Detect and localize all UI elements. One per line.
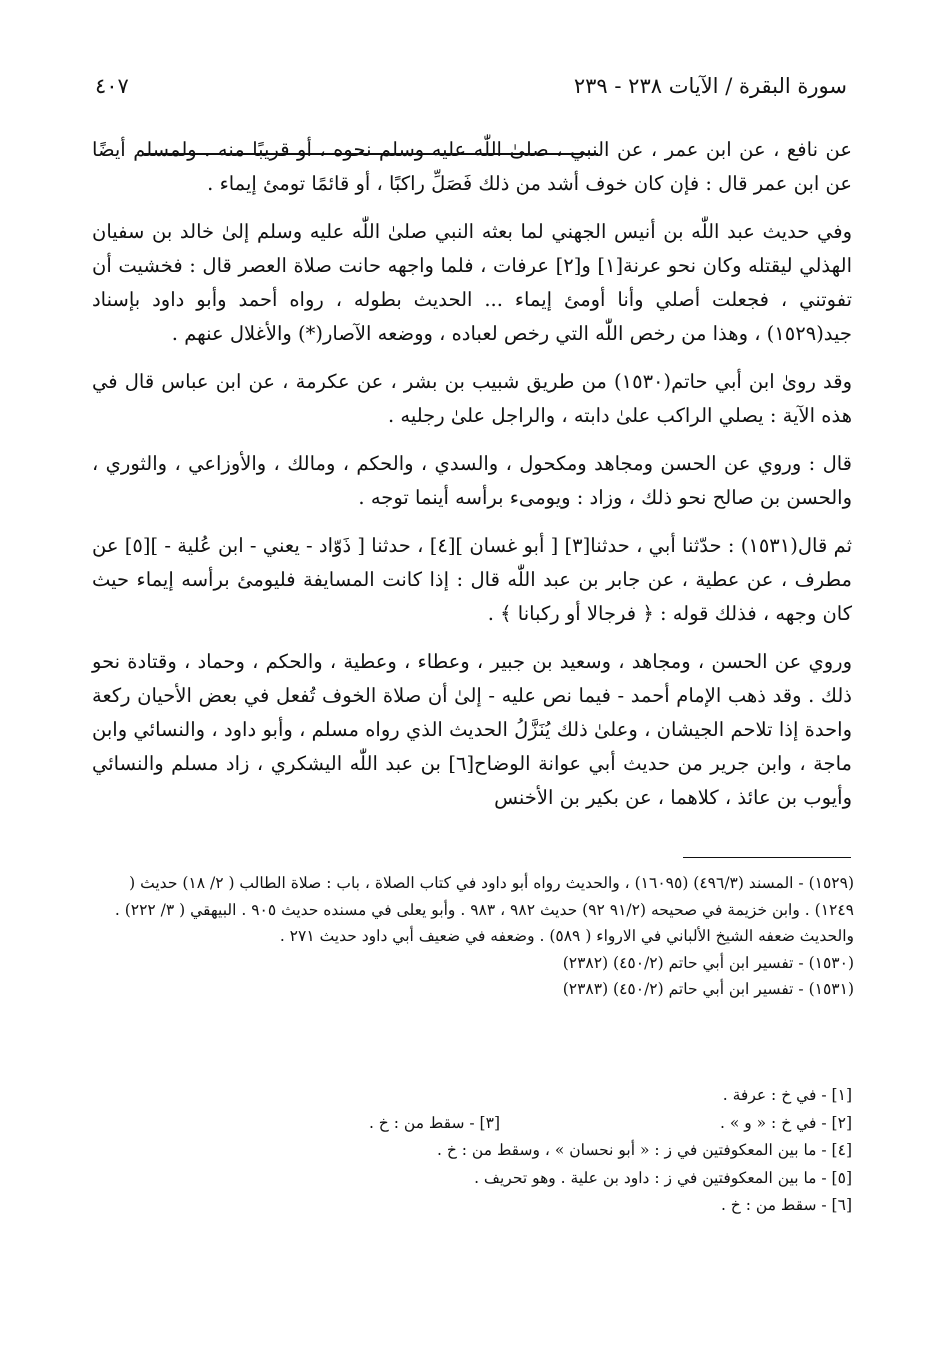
footnote: (١٥٢٩) - المسند (٤٩٦/٣) (١٦٠٩٥) ، والحديث رواه أبو داود في كتاب الصلاة ، باب : صلاة الطالب ( ٢/ ١٨) حديث ( ١٢٤٩) . وابن خزيمة في صحيحه (٩١/٢ ٩٢) حديث ٩٨٢ ، ٩٨٣ . وأبو يعلى في مسنده حديث ٩٠٥ . البيهقي ( ٣/ ٢٢٢) . والحديث ضعفه الشيخ الألباني في الارواء ( ٥٨٩) . وضعفه في ضعيف أبي داود حديث ٢٧١ . [114,874,854,945]
footnotes [96,870,854,1003]
editor-note-row [180,1110,852,1138]
paragraph: قال : وروي عن الحسن ومجاهد ومكحول ، والسدي ، والحكم ، ومالك ، والأوزاعي ، والثوري ، والحسن بن صالح نحو ذلك ، وزاد : ويومىء برأسه أينما توجه . [92,452,852,509]
editor-note: [٦] - سقط من : خ . [720,1196,852,1214]
main-text [92,133,852,829]
footnote: (١٥٣١) - تفسير ابن أبي حاتم (٤٥٠/٢) (٢٣٨٣) [562,980,854,998]
editor-note: [٥] - ما بين المعكوفتين في ز : داود بن علية . وهو تحريف . [474,1168,852,1187]
footnote-separator [683,857,851,858]
paragraph: وروي عن الحسن ، ومجاهد ، وسعيد بن جبير ، وعطاء ، وعطية ، والحكم ، وحماد ، وقتادة نحو ذلك . وقد ذهب الإمام أحمد - فيما نص عليه - إلىٰ أن صلاة الخوف تُفعل في بعض الأحيان ركعة واحدة إذا تلاحم الجيشان ، وعلىٰ ذلك يُنَزَّلُ الحديث الذي رواه مسلم ، وأبو داود ، والنسائي وابن ماجة ، وابن جرير من حديث أبي عوانة الوضاح[٦] بن عبد اللّٰه اليشكري ، زاد مسلم والنسائي وأيوب بن عائذ ، كلاهما ، عن بكير بن الأخنس [92,650,852,809]
paragraph: عن نافع ، عن ابن عمر ، عن النبي ، صلىٰ اللّٰه عليه وسلم نحوه ، أو قريبًا منه . ولمسلم أيضًا عن ابن عمر قال : فإن كان خوف أشد من ذلك فَصَلِّ راكبًا ، أو قائمًا تومئ إيماء . [92,138,852,195]
editor-note-row [180,1165,852,1193]
editor-note-row [180,1137,852,1165]
editor-notes [180,1082,852,1220]
editor-note-row [180,1082,852,1110]
paragraph: ثم قال(١٥٣١) : حدّثنا أبي ، حدثنا[٣] [ أبو غسان ][٤] ، حدثنا [ ذَوّاد - يعني - ابن عُلية - ][٥] عن مطرف ، عن عطية ، عن جابر بن عبد اللّٰه قال : إذا كانت المسايفة فليومئ برأسه إيماء حيث كان وجهه ، فذلك قوله : ﴿ فرجالا أو ركبانا ﴾ . [92,534,852,625]
paragraph: وقد روىٰ ابن أبي حاتم(١٥٣٠) من طريق شبيب بن بشر ، عن عكرمة ، عن ابن عباس قال في هذه الآية : يصلي الراكب علىٰ دابته ، والراجل علىٰ رجليه . [92,370,852,427]
editor-note: [٤] - ما بين المعكوفتين في ز : « أبو نحسان » ، وسقط من : خ . [436,1141,852,1159]
running-header [95,62,847,102]
editor-note: [٣] - سقط من : خ . [368,1113,500,1132]
editor-note: [١] - في خ : عرفة . [722,1086,852,1104]
editor-note-row [180,1192,852,1220]
footnote: (١٥٣٠) - تفسير ابن أبي حاتم (٤٥٠/٢) (٢٣٨٢) [562,953,854,972]
editor-note: [٢] - في خ : « و » . [719,1113,852,1132]
paragraph: وفي حديث عبد اللّٰه بن أنيس الجهني لما بعثه النبي صلىٰ اللّٰه عليه وسلم إلىٰ خالد بن سفيان الهذلي ليقتله وكان نحو عرنة[١] و[٢] عرفات ، فلما واجهه حانت صلاة العصر قال : فخشيت أن تفوتني ، فجعلت أصلي وأنا أومئ إيماء ... الحديث بطوله ، رواه أحمد وأبو داود بإسناد جيد(١٥٢٩) ، وهذا من رخص اللّٰه التي رخص لعباده ، ووضعه الآصار(*) والأغلال عنهم . [92,220,852,345]
header-title: سورة البقرة / الآيات ٢٣٨ - ٢٣٩ [573,74,847,98]
page-number: ٤٠٧ [95,74,129,98]
